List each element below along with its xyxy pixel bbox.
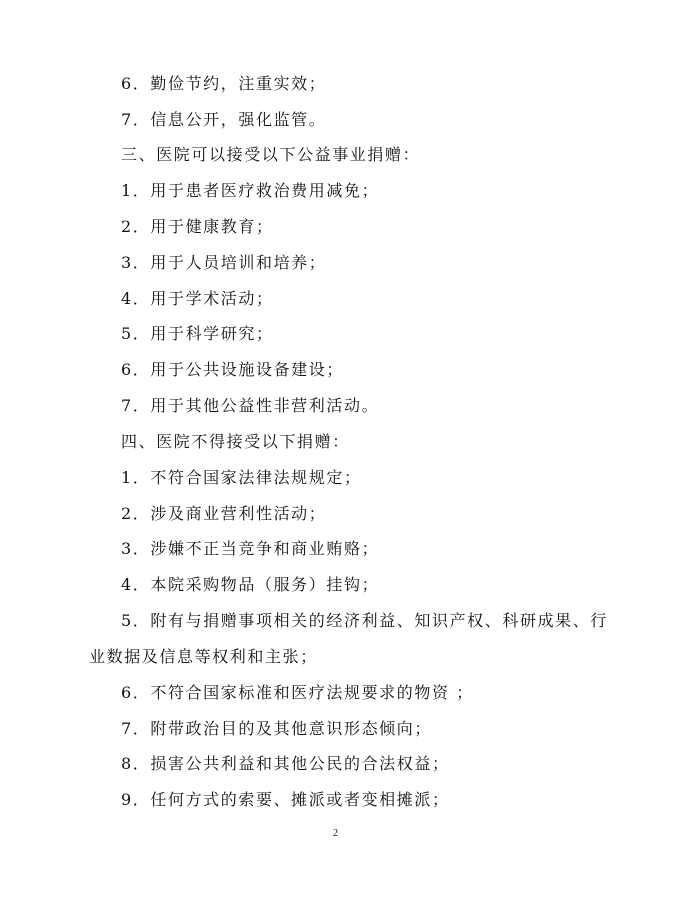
text-line: 1．不符合国家法律法规规定； <box>121 468 362 487</box>
page-number: 2 <box>333 828 338 839</box>
text-line-continued: 业数据及信息等权利和主张； <box>89 647 318 666</box>
text-line: 4．本院采购物品（服务）挂钩； <box>121 575 380 594</box>
text-line: 5．用于科学研究； <box>121 324 274 343</box>
section-heading: 四、医院不得接受以下捐赠： <box>121 432 350 451</box>
text-line: 8．损害公共利益和其他公民的合法权益； <box>121 754 450 773</box>
text-line: 4．用于学术活动； <box>121 289 274 308</box>
text-line: 7．用于其他公益性非营利活动。 <box>121 396 380 415</box>
text-line: 1．用于患者医疗救治费用减免； <box>121 181 380 200</box>
text-line: 7．附带政治目的及其他意识形态倾向； <box>121 719 432 738</box>
text-line: 6．不符合国家标准和医疗法规要求的物资 ； <box>121 683 474 702</box>
text-line: 9．任何方式的索要、摊派或者变相摊派； <box>121 790 450 809</box>
text-line: 5．附有与捐赠事项相关的经济利益、知识产权、科研成果、行 <box>121 611 608 630</box>
text-line: 2．涉及商业营利性活动； <box>121 504 327 523</box>
text-line: 3．涉嫌不正当竞争和商业贿赂； <box>121 539 380 558</box>
text-line: 6．用于公共设施设备建设； <box>121 360 344 379</box>
text-line: 2．用于健康教育； <box>121 217 274 236</box>
text-line: 6．勤俭节约，注重实效； <box>121 74 327 93</box>
text-line: 3．用于人员培训和培养； <box>121 253 327 272</box>
section-heading: 三、医院可以接受以下公益事业捐赠： <box>121 145 421 164</box>
text-line: 7．信息公开，强化监管。 <box>121 110 327 129</box>
